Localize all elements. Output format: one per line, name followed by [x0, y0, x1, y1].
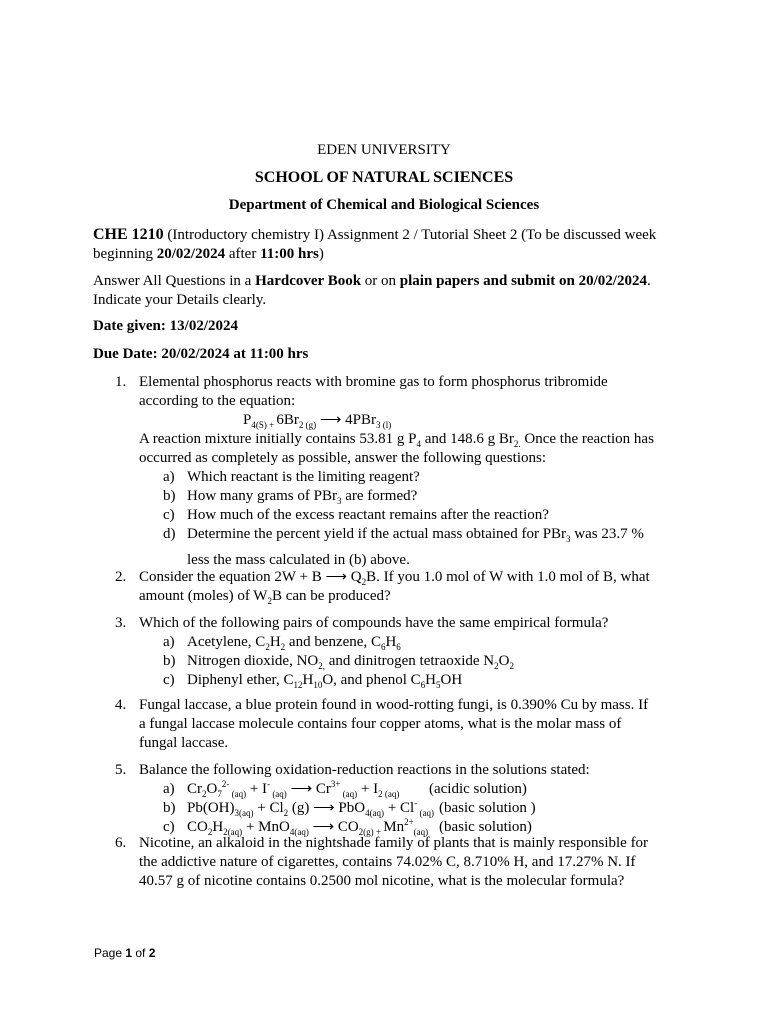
equation — [139, 411, 685, 430]
formula-text: H — [302, 672, 314, 688]
question-5 — [115, 761, 685, 837]
formula-sup: 2+ — [404, 817, 414, 827]
question-text: according to the equation: — [139, 393, 296, 409]
question-text: 40.57 g of nicotine contains 0.2500 mol nicotine, what is the molecular formula? — [139, 873, 625, 889]
question-text: a fungal laccase molecule contains four copper atoms, what is the molar mass of — [139, 716, 622, 732]
question-text: and 148.6 g Br — [420, 431, 514, 447]
formula-sub: 6 — [396, 642, 401, 652]
reaction-a — [163, 780, 685, 799]
subquestion-label: d) — [163, 526, 176, 542]
formula-sub: 6 — [380, 642, 386, 652]
footer-text: of — [132, 946, 149, 960]
formula-sub: 2 — [267, 596, 272, 606]
formula-sub: 2 — [494, 661, 499, 671]
formula-text: + Cl — [384, 800, 415, 816]
question-number: 3. — [115, 615, 127, 631]
department-name: Department of Chemical and Biological Sciences — [228, 197, 540, 213]
formula-sub: 2 — [202, 789, 207, 799]
footer-text: Page — [94, 946, 126, 960]
formula-text: ⟶ Cr — [286, 781, 331, 797]
intro-text: beginning — [93, 246, 157, 262]
formula-text: ⟶ CO — [308, 819, 359, 835]
formula-sub: 4(aq) — [289, 827, 309, 837]
subquestion-text: was 23.7 % — [570, 526, 644, 542]
subquestion-b — [163, 487, 685, 506]
eq-term: 6Br — [276, 412, 299, 428]
formula-sup: 3+ — [330, 779, 341, 789]
question-text: B. If you 1.0 mol of W with 1.0 mol of B, what — [366, 569, 650, 585]
question-3 — [115, 614, 685, 690]
formula-sub: 2 — [361, 577, 367, 587]
course-intro — [93, 225, 683, 264]
instructions-text: Answer All Questions in a — [93, 273, 256, 289]
formula-sub: (aq) — [417, 808, 434, 818]
formula-sub: 2(aq) — [223, 827, 243, 837]
eq-term: ⟶ 4PBr — [316, 412, 377, 428]
instructions-text: . — [646, 273, 651, 289]
question-4 — [115, 696, 685, 753]
formula-sub: 2 — [207, 827, 213, 837]
formula-text: Cr — [187, 781, 202, 797]
subquestion-b — [163, 652, 685, 671]
course-intro-text: (Introductory chemistry I) Assignment 2 / Tutorial Sheet 2 (To be discussed week — [163, 227, 657, 243]
question-text: Fungal laccase, a blue protein found in wood-rotting fungi, is 0.390% Cu by mass. If — [139, 697, 649, 713]
formula-text: Nitrogen dioxide, NO — [187, 653, 319, 669]
subquestion-a — [163, 468, 685, 487]
formula-sub: 7 — [217, 789, 222, 799]
formula-sub: 2. — [513, 439, 521, 449]
instructions-hardcover: Hardcover Book — [255, 273, 362, 289]
school-name: SCHOOL OF NATURAL SCIENCES — [254, 169, 514, 186]
question-text: the addictive nature of cigarettes, contains 74.02% C, 8.710% H, and 17.27% N. If — [139, 854, 636, 870]
formula-sub: (aq) — [340, 789, 358, 799]
question-text: fungal laccase. — [139, 735, 229, 751]
formula-text: H — [269, 634, 281, 650]
formula-sub: (aq) — [413, 827, 429, 837]
subquestion-label: a) — [163, 469, 175, 485]
subquestion-label: c) — [163, 672, 175, 688]
formula-text: + I — [357, 781, 379, 797]
intro-text: after — [225, 246, 261, 262]
formula-sub: (aq) — [270, 789, 287, 799]
formula-text: O — [498, 653, 510, 669]
formula-sup: 2- — [221, 779, 230, 789]
formula-text: and benzene, C — [285, 634, 381, 650]
subquestion-text: less the mass calculated in (b) above. — [187, 552, 410, 568]
reaction-b — [163, 799, 685, 818]
instructions — [93, 272, 683, 310]
eq-sub: 3 (l) — [376, 420, 392, 430]
footer-current-page: 1 — [125, 946, 133, 960]
solution-condition: (basic solution ) — [439, 800, 536, 816]
question-1 — [115, 373, 685, 570]
formula-sub: 12 — [293, 680, 303, 690]
question-text: Balance the following oxidation-reduction reactions in the solutions stated: — [139, 762, 590, 778]
formula-text: H — [212, 819, 224, 835]
formula-sub: 2 — [283, 808, 289, 818]
formula-sub: 3(aq) — [234, 808, 254, 818]
formula-sub: 2 — [265, 642, 270, 652]
question-number: 2. — [115, 569, 127, 585]
formula-sub: 2 — [509, 661, 514, 671]
intro-date: 20/02/2024 — [156, 246, 226, 262]
formula-sub: 10 — [313, 680, 323, 690]
subquestion-label: c) — [163, 819, 175, 835]
formula-sub: (aq) — [229, 789, 247, 799]
formula-sub: 4(aq) — [365, 808, 385, 818]
question-number: 6. — [115, 835, 127, 851]
formula-sub: 6 — [420, 680, 426, 690]
formula-text: + I — [246, 781, 268, 797]
question-text: Which of the following pairs of compounds have the same empirical formula? — [139, 615, 609, 631]
solution-condition: (acidic solution) — [429, 781, 527, 797]
subquestion-text: Determine the percent yield if the actual mass obtained for PBr — [187, 526, 567, 542]
formula-text: Acetylene, C — [187, 634, 266, 650]
question-text: Once the reaction has — [520, 431, 654, 447]
subquestion-text: How much of the excess reactant remains after the reaction? — [187, 507, 549, 523]
subquestion-c — [163, 506, 685, 525]
subquestion-text: are formed? — [341, 488, 418, 504]
instructions-details: Indicate your Details clearly. — [93, 292, 267, 308]
formula-sub: 5 — [435, 680, 441, 690]
formula-sup: - — [414, 798, 418, 808]
formula-text: + Cl — [253, 800, 284, 816]
subquestion-label: c) — [163, 507, 175, 523]
instructions-text: or on — [361, 273, 400, 289]
formula-text: O — [206, 781, 218, 797]
question-6 — [115, 834, 685, 891]
subquestion-d — [163, 525, 685, 544]
question-text: occurred as completely as possible, answer the following questions: — [139, 450, 546, 466]
formula-text: Mn — [383, 819, 405, 835]
formula-sub: 2(g) + — [358, 827, 384, 837]
page-number — [94, 946, 155, 960]
formula-text: Diphenyl ether, C — [187, 672, 294, 688]
subquestion-label: b) — [163, 488, 176, 504]
formula-text: (g) ⟶ PbO — [288, 800, 366, 816]
instructions-submit: plain papers and submit on 20/02/2024 — [399, 273, 647, 289]
due-date: Due Date: 20/02/2024 at 11:00 hrs — [93, 346, 309, 362]
date-given: Date given: 13/02/2024 — [93, 318, 238, 334]
subquestion-text: Which reactant is the limiting reagent? — [187, 469, 420, 485]
university-name: EDEN UNIVERSITY — [317, 142, 451, 158]
formula-text: and dinitrogen tetraoxide N — [324, 653, 495, 669]
subquestion-a — [163, 633, 685, 652]
subquestion-label: b) — [163, 800, 176, 816]
formula-sub: 2, — [318, 661, 325, 671]
intro-time: 11:00 hrs — [260, 246, 319, 262]
subquestion-label: a) — [163, 634, 175, 650]
solution-condition: (basic solution) — [439, 819, 532, 835]
question-number: 4. — [115, 697, 127, 713]
question-number: 5. — [115, 762, 127, 778]
formula-text: H — [385, 634, 397, 650]
formula-text: + MnO — [242, 819, 290, 835]
subquestion-c — [163, 671, 685, 690]
question-text: Nicotine, an alkaloid in the nightshade family of plants that is mainly responsible for — [139, 835, 649, 851]
formula-sub: 4 — [416, 439, 421, 449]
formula-sub: 2 — [280, 642, 286, 652]
question-text: A reaction mixture initially contains 53.81 g P — [139, 431, 417, 447]
question-2 — [115, 568, 685, 606]
eq-term: P — [243, 412, 252, 428]
formula-text: H — [425, 672, 436, 688]
intro-text: ) — [318, 246, 324, 262]
formula-sub: 2 (aq) — [378, 789, 400, 799]
eq-sub: 2 (g) — [298, 420, 317, 430]
formula-text: Pb(OH) — [187, 800, 235, 816]
question-text: Consider the equation 2W + B ⟶ Q — [139, 569, 362, 585]
subquestion-text: How many grams of PBr — [187, 488, 337, 504]
question-text: amount (moles) of W — [139, 588, 268, 604]
subquestion-label: a) — [163, 781, 175, 797]
course-code: CHE 1210 — [93, 226, 164, 243]
question-number: 1. — [115, 374, 127, 390]
footer-total-pages: 2 — [148, 946, 156, 960]
formula-text: O, and phenol C — [322, 672, 421, 688]
question-text: B can be produced? — [271, 588, 391, 604]
eq-sub: 4(S) + — [251, 420, 277, 430]
formula-sub: 3 — [566, 534, 571, 544]
formula-text: OH — [440, 672, 463, 688]
question-text: Elemental phosphorus reacts with bromine gas to form phosphorus tribromide — [139, 374, 608, 390]
formula-text: CO — [187, 819, 208, 835]
subquestion-label: b) — [163, 653, 176, 669]
formula-sup: - — [267, 779, 271, 789]
formula-sub: 3 — [337, 496, 342, 506]
